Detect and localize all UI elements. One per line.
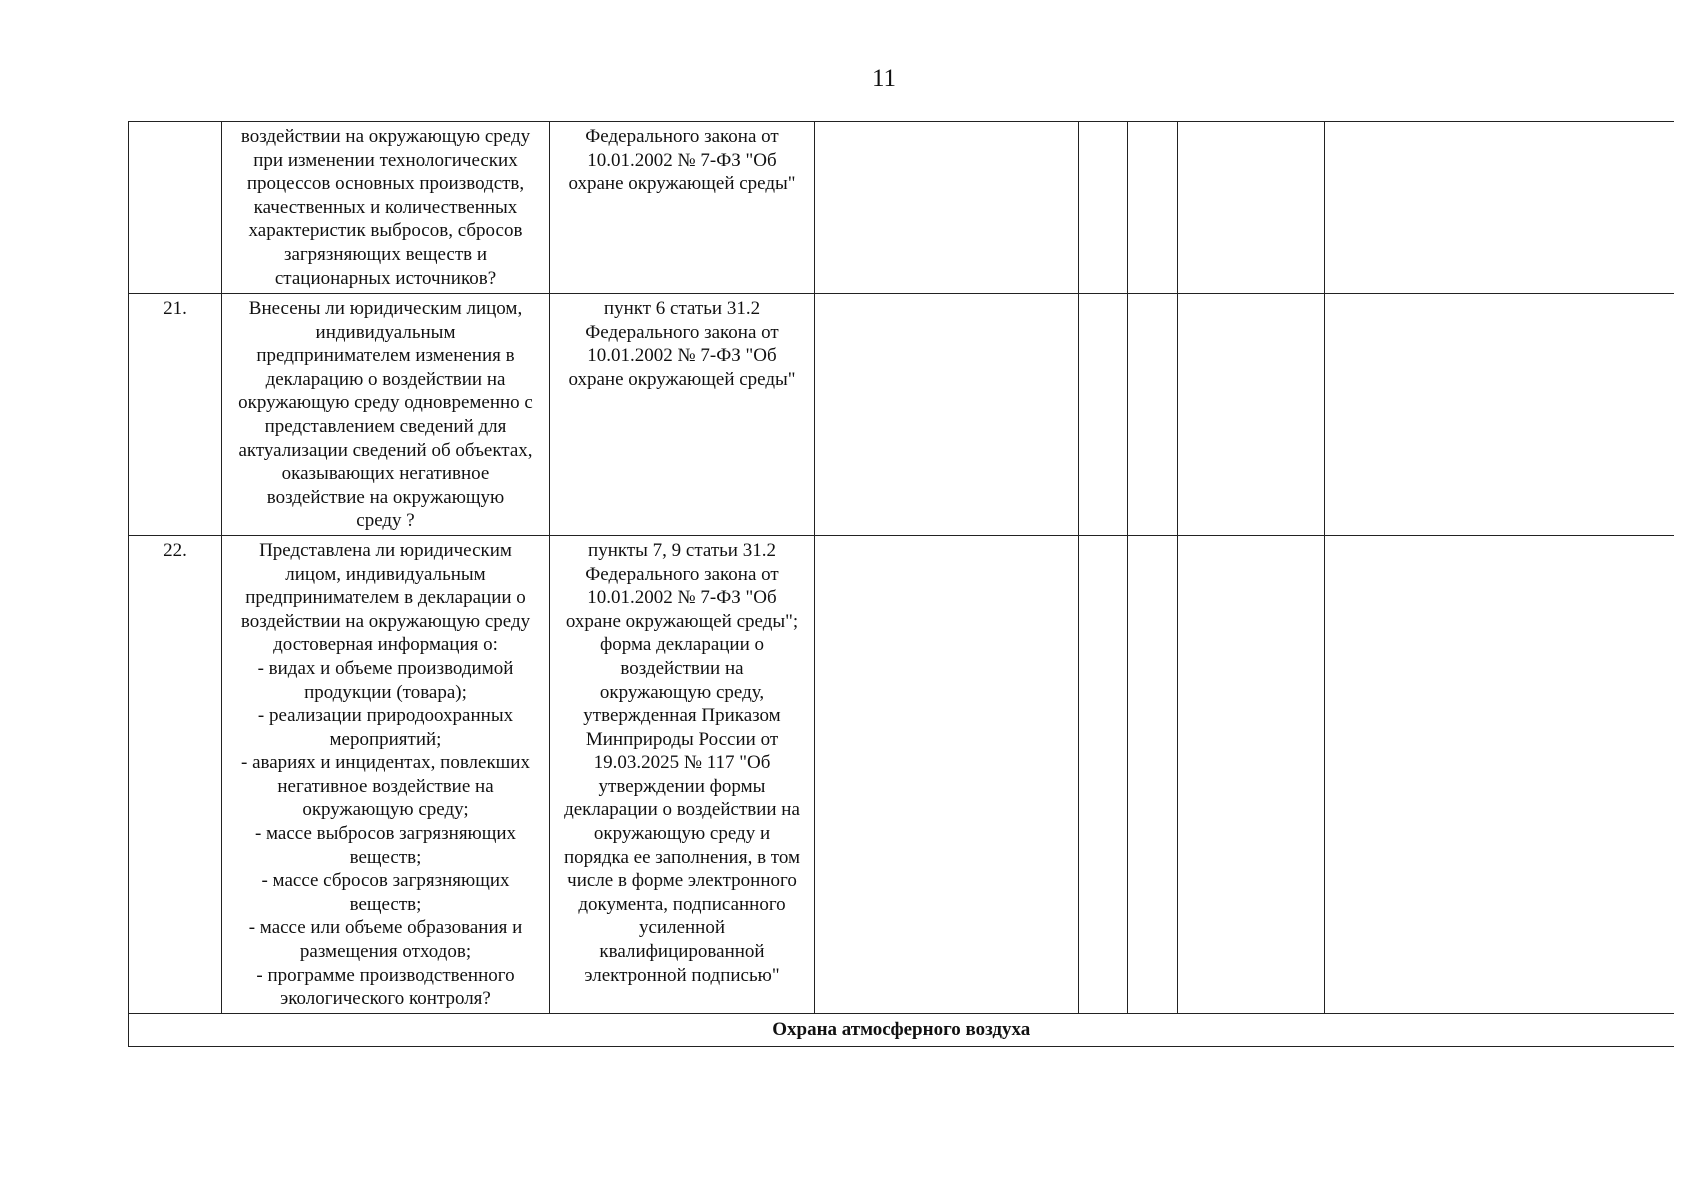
section-heading: Охрана атмосферного воздуха <box>129 1013 1674 1046</box>
table-row <box>129 122 1674 294</box>
answer-yes-cell[interactable] <box>1079 294 1128 536</box>
row-number: 22. <box>129 535 222 1013</box>
answer-na-cell[interactable] <box>1178 122 1325 294</box>
row-number: 21. <box>129 294 222 536</box>
question-cell: воздействии на окружающую среду при изменении технологических процессов основных производств, качественных и количественных характеристик выбросов, сбросов загрязняющих веществ и стационарных источников? <box>222 122 550 294</box>
legal-basis-cell: пункт 6 статьи 31.2 Федерального закона от 10.01.2002 № 7-ФЗ "Об охране окружающей среды" <box>550 294 815 536</box>
question-cell: Внесены ли юридическим лицом, индивидуальным предпринимателем изменения в декларацию о воздействии на окружающую среду одновременно с представлением сведений для актуализации сведений об объектах, оказывающих негативное воздействие на окружающую среду ? <box>222 294 550 536</box>
row-number <box>129 122 222 294</box>
answer-cell[interactable] <box>815 122 1079 294</box>
table-row <box>129 535 1674 1013</box>
answer-cell[interactable] <box>815 535 1079 1013</box>
note-cell[interactable] <box>1325 294 1674 536</box>
answer-yes-cell[interactable] <box>1079 122 1128 294</box>
legal-basis-cell: Федерального закона от 10.01.2002 № 7-ФЗ "Об охране окружающей среды" <box>550 122 815 294</box>
note-cell[interactable] <box>1325 535 1674 1013</box>
answer-yes-cell[interactable] <box>1079 535 1128 1013</box>
answer-no-cell[interactable] <box>1128 294 1178 536</box>
legal-basis-cell: пункты 7, 9 статьи 31.2 Федерального закона от 10.01.2002 № 7-ФЗ "Об охране окружающей среды"; форма декларации о воздействии на окружающую среду, утвержденная Приказом Минприроды России от 19.03.2025 № 117 "Об утверждении формы декларации о воздействии на окружающую среду и порядка ее заполнения, в том числе в форме электронного документа, подписанного усиленной квалифицированной электронной подписью" <box>550 535 815 1013</box>
answer-cell[interactable] <box>815 294 1079 536</box>
answer-na-cell[interactable] <box>1178 294 1325 536</box>
checklist-table <box>128 121 1674 1047</box>
answer-no-cell[interactable] <box>1128 122 1178 294</box>
question-cell: Представлена ли юридическим лицом, индивидуальным предпринимателем в декларации о воздействии на окружающую среду достоверная информация о: - видах и объеме производимой продукции (товара); - реализации природоохранных мероприятий; - авариях и инцидентах, повлекших негативное воздействие на окружающую среду; - массе выбросов загрязняющих веществ; - массе сбросов загрязняющих веществ; - массе или объеме образования и размещения отходов; - программе производственного экологического контроля? <box>222 535 550 1013</box>
section-heading-row <box>129 1013 1674 1046</box>
answer-na-cell[interactable] <box>1178 535 1325 1013</box>
note-cell[interactable] <box>1325 122 1674 294</box>
page-number: 11 <box>871 65 897 92</box>
table-row <box>129 294 1674 536</box>
answer-no-cell[interactable] <box>1128 535 1178 1013</box>
